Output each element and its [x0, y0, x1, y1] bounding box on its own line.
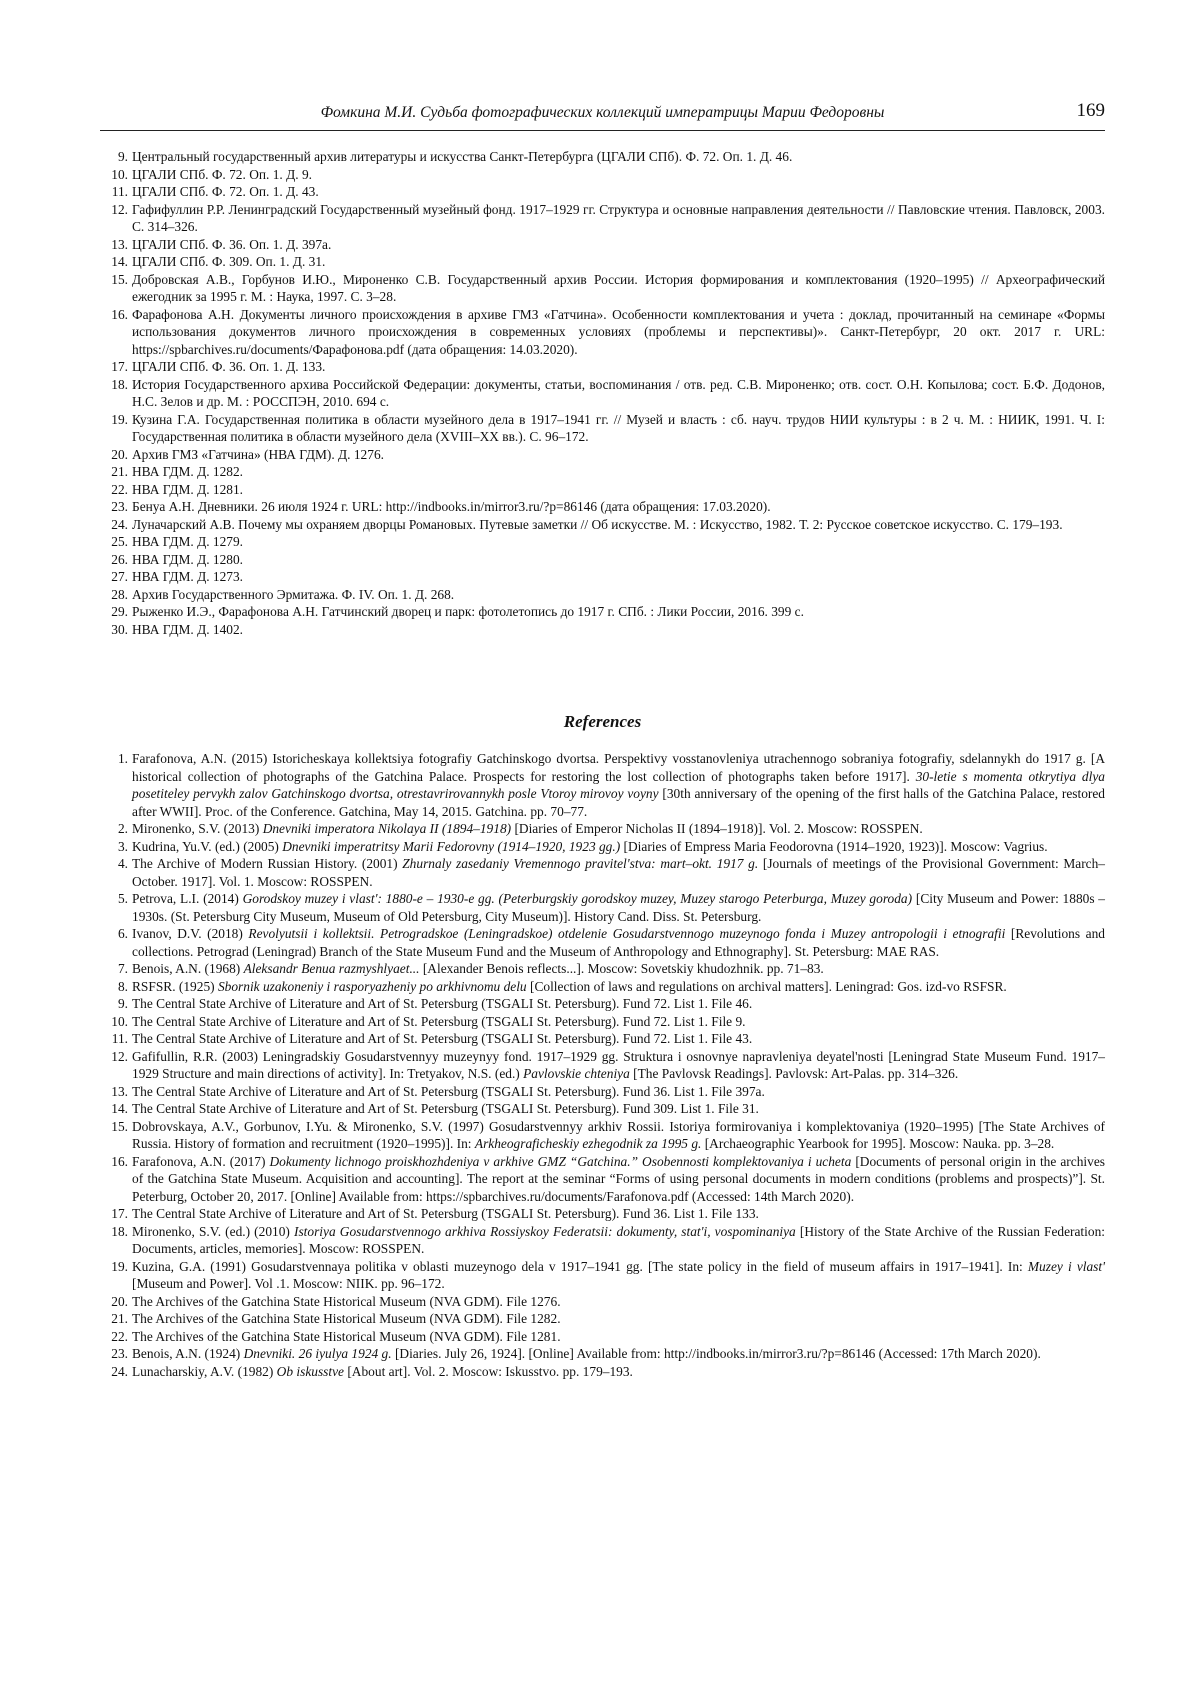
reference-number: 12. — [111, 1048, 128, 1064]
reference-item — [100, 1345, 1105, 1363]
reference-text: ЦГАЛИ СПб. Ф. 72. Оп. 1. Д. 9. — [132, 166, 312, 182]
reference-text: The Central State Archive of Literature and Art of St. Petersburg (TSGALI St. Petersburg). Fund 36. List 1. File 133. — [132, 1206, 759, 1221]
reference-number: 5. — [117, 891, 128, 906]
note-item — [100, 603, 1105, 621]
reference-text: НВА ГДМ. Д. 1402. — [132, 621, 244, 637]
reference-item — [100, 1048, 1105, 1083]
reference-text: Рыженко И.Э., Фарафонова А.Н. Гатчинский дворец и парк: фотолетопись до 1917 г. СПб. : Лики России, 2016. 399 с. — [132, 604, 804, 619]
reference-text: История Государственного архива Российской Федерации: документы, статьи, воспоминания / отв. ред. С.В. Мироненко; отв. сост. О.Н. Копылова; сост. Б.Ф. Додонов, Н.С. Зелов и др. М. : РОССПЭН, 2010. 694 с. — [132, 376, 1105, 409]
reference-text: [Diaries of Empress Maria Feodorovna (1914–1920, 1923)]. Moscow: Vagrius. — [620, 838, 1048, 854]
reference-number: 29. — [111, 604, 128, 619]
note-item — [100, 306, 1105, 359]
reference-item — [100, 1118, 1105, 1153]
reference-text: [30th anniversary of the opening of the first halls of the Gatchina Palace, restored after WWII]. Proc. of the Conference. Gatchina, May 14, 2015. Gatchina. pp. 70–77. — [132, 786, 1105, 819]
reference-number: 7. — [117, 961, 128, 976]
note-item — [100, 533, 1105, 551]
reference-number: 21. — [111, 464, 128, 479]
reference-number: 9. — [117, 996, 128, 1011]
reference-text: НВА ГДМ. Д. 1281. — [132, 481, 244, 497]
reference-italic-title: 30-letie s momenta otkrytiya dlya posetiteley pervykh zalov Gatchinskogo dvortsa, otrestavrirovannykh posle Vtoroy mirovoy voyny — [132, 768, 1105, 801]
reference-item — [100, 1205, 1105, 1223]
reference-text: Gafifullin, R.R. (2003) Leningradskiy Gosudarstvennyy muzeynyy fond. 1917–1929 gg. Struktura i osnovnye napravleniya deyatel'nosti [Leningrad State Museum Fund. 1917–1929 Structure and main directions of activity]. In: Tretyakov, N.S. (ed.) — [132, 1048, 1105, 1081]
reference-text: Kuzina, G.A. (1991) Gosudarstvennaya politika v oblasti muzeynogo dela v 1917–1941 gg. [The state policy in the field of museum affairs in 1917–1941]. In: — [132, 1258, 1028, 1274]
reference-text: The Archives of the Gatchina State Historical Museum (NVA GDM). File 1276. — [132, 1293, 561, 1309]
reference-number: 21. — [111, 1311, 128, 1326]
reference-number: 16. — [111, 1153, 128, 1169]
reference-number: 25. — [111, 534, 128, 549]
reference-text: Benois, A.N. (1924) — [132, 1346, 244, 1361]
reference-text: [Journals of meetings of the Provisional Government: March–October. 1917]. Vol. 1. Moscow: ROSSPEN. — [132, 856, 1106, 889]
reference-number: 15. — [111, 1118, 128, 1134]
reference-number: 18. — [111, 376, 128, 392]
reference-text: The Central State Archive of Literature and Art of St. Petersburg (TSGALI St. Petersburg). Fund 309. List 1. File 31. — [132, 1101, 759, 1116]
reference-item — [100, 1328, 1105, 1346]
reference-text: [Diaries of Emperor Nicholas II (1894–1918)]. Vol. 2. Moscow: ROSSPEN. — [511, 821, 923, 836]
reference-number: 3. — [117, 838, 128, 854]
reference-item — [100, 1223, 1105, 1258]
reference-italic-title: Ob iskusstve — [276, 1363, 344, 1379]
reference-italic-title: Dokumenty lichnogo proiskhozhdeniya v arkhive GMZ “Gatchina.” Osobennosti komplektovaniya i ucheta — [269, 1153, 852, 1169]
reference-text: НВА ГДМ. Д. 1273. — [132, 569, 244, 584]
reference-number: 23. — [111, 499, 128, 514]
reference-text: [Documents of personal origin in the archives of the Gatchina State Museum. Acquisition and accounting]. The report at the seminar “Forms of using personal documents in modern conditions (problems and prospects)”]. St. Peterburg, October 20, 2017. [Online] Available from: https://spbarchives.ru/documents/Farafonova.pdf (Accessed: 14th March 2020). — [132, 1153, 1105, 1204]
reference-text: НВА ГДМ. Д. 1279. — [132, 534, 244, 549]
note-item — [100, 481, 1105, 499]
note-item — [100, 411, 1105, 446]
reference-item — [100, 820, 1105, 838]
reference-number: 24. — [111, 1363, 128, 1379]
note-item — [100, 201, 1105, 236]
reference-number: 2. — [117, 821, 128, 836]
reference-text: [City Museum and Power: 1880s – 1930s. (St. Petersburg City Museum, Museum of Old Petersburg, City Museum)]. History Cand. Diss. St. Petersburg. — [132, 891, 1106, 924]
note-item — [100, 271, 1105, 306]
reference-text: Lunacharskiy, A.V. (1982) — [132, 1363, 277, 1379]
note-item — [100, 586, 1105, 604]
reference-number: 4. — [117, 856, 128, 871]
note-item — [100, 236, 1105, 254]
reference-italic-title: Zhurnaly zasedaniy Vremennogo pravitel'stva: mart–okt. 1917 g. — [402, 856, 759, 871]
reference-text: The Central State Archive of Literature and Art of St. Petersburg (TSGALI St. Petersburg). Fund 72. List 1. File 9. — [132, 1013, 746, 1029]
reference-text: Benois, A.N. (1968) — [132, 961, 244, 976]
reference-text: Бенуа А.Н. Дневники. 26 июля 1924 г. URL: http://indbooks.in/mirror3.ru/?p=86146 (дата обращения: 17.03.2020). — [132, 499, 771, 514]
note-item — [100, 183, 1105, 201]
reference-text: ЦГАЛИ СПб. Ф. 72. Оп. 1. Д. 43. — [132, 184, 319, 199]
reference-number: 13. — [111, 236, 128, 252]
reference-item — [100, 1083, 1105, 1101]
reference-number: 13. — [111, 1083, 128, 1099]
reference-number: 14. — [111, 1101, 128, 1116]
reference-text: Mironenko, S.V. (ed.) (2010) — [132, 1223, 294, 1239]
running-header — [100, 100, 1105, 131]
reference-number: 23. — [111, 1346, 128, 1361]
reference-text: The Archives of the Gatchina State Historical Museum (NVA GDM). File 1282. — [132, 1311, 561, 1326]
reference-number: 1. — [117, 751, 128, 766]
reference-text: The Central State Archive of Literature and Art of St. Petersburg (TSGALI St. Petersburg). Fund 72. List 1. File 46. — [132, 996, 753, 1011]
reference-italic-title: Gorodskoy muzey i vlast': 1880-e – 1930-e gg. (Peterburgskiy gorodskoy muzey, Muzey starogo Peterburga, Muzey goroda) — [242, 891, 913, 906]
reference-number: 12. — [111, 201, 128, 217]
reference-text: Dobrovskaya, A.V., Gorbunov, I.Yu. & Mironenko, S.V. (1997) Gosudarstvennyy arkhiv Rossii. Istoriya formirovaniya i komplektovaniya (1920–1995) [The State Archives of Russia. History of formation and recruitment (1920–1995)]. In: — [132, 1118, 1105, 1151]
reference-text: Mironenko, S.V. (2013) — [132, 821, 263, 836]
reference-number: 6. — [117, 926, 128, 941]
reference-text: [History of the State Archive of the Russian Federation: Documents, articles, memories]. Moscow: ROSSPEN. — [132, 1223, 1105, 1256]
reference-number: 10. — [111, 166, 128, 182]
reference-text: Farafonova, A.N. (2015) Istoricheskaya kollektsiya fotografiy Gatchinskogo dvortsa. Perspektivy vosstanovleniya utrachennogo sobraniya fotografiy, sdelannykh do 1917 g. [A historical collection of photographs of the Gatchina Palace. Prospects for restoring the lost collection of photographs taken before 1917]. — [132, 751, 1105, 784]
reference-number: 10. — [111, 1013, 128, 1029]
reference-number: 17. — [111, 1206, 128, 1221]
reference-number: 9. — [117, 149, 128, 164]
reference-number: 15. — [111, 271, 128, 287]
reference-text: [Revolutions and collections. Petrograd (Leningrad) Branch of the State Museum Fund and the Museum of Anthropology and Ethnography]. St. Petersburg: MAE RAS. — [132, 926, 1105, 959]
note-item — [100, 376, 1105, 411]
reference-item — [100, 838, 1105, 856]
note-item — [100, 358, 1105, 376]
reference-number: 18. — [111, 1223, 128, 1239]
references-heading: References — [563, 712, 642, 731]
reference-text: НВА ГДМ. Д. 1282. — [132, 464, 244, 479]
note-item — [100, 551, 1105, 569]
reference-number: 26. — [111, 551, 128, 567]
reference-text: Архив Государственного Эрмитажа. Ф. IV. Оп. 1. Д. 268. — [132, 586, 455, 602]
reference-text: The Archive of Modern Russian History. (2001) — [132, 856, 403, 871]
reference-number: 22. — [111, 481, 128, 497]
reference-item — [100, 925, 1105, 960]
reference-item — [100, 1030, 1105, 1048]
reference-number: 19. — [111, 1258, 128, 1274]
reference-text: Кузина Г.А. Государственная политика в области музейного дела в 1917–1941 гг. // Музей и власть : сб. науч. трудов НИИ культуры : в 2 ч. М. : НИИК, 1991. Ч. I: Государственная политика в области музейного дела (XVIII–XX вв.). С. 96–172. — [132, 411, 1105, 444]
reference-text: [Collection of laws and regulations on archival matters]. Leningrad: Gos. izd-vo RSFSR. — [526, 978, 1007, 994]
reference-number: 11. — [111, 1031, 128, 1046]
notes-list-russian — [100, 148, 1105, 638]
reference-number: 22. — [111, 1328, 128, 1344]
reference-text: [The Pavlovsk Readings]. Pavlovsk: Art-Palas. pp. 314–326. — [629, 1066, 959, 1081]
reference-italic-title: Revolyutsii i kollektsii. Petrogradskoe (Leningradskoe) otdelenie Gosudarstvennogo muzeynogo fonda i Muzey antropologii i etnografii — [248, 926, 1006, 941]
reference-text: RSFSR. (1925) — [132, 978, 218, 994]
reference-number: 30. — [111, 621, 128, 637]
reference-italic-title: Dnevniki imperatora Nikolaya II (1894–1918) — [262, 821, 512, 836]
reference-text: [Archaeographic Yearbook for 1995]. Moscow: Nauka. pp. 3–28. — [701, 1136, 1055, 1151]
reference-item — [100, 855, 1105, 890]
reference-italic-title: Arkheograficheskiy ezhegodnik za 1995 g. — [474, 1136, 702, 1151]
reference-text: Petrova, L.I. (2014) — [132, 891, 243, 906]
reference-text: The Central State Archive of Literature and Art of St. Petersburg (TSGALI St. Petersburg). Fund 72. List 1. File 43. — [132, 1031, 753, 1046]
reference-item — [100, 960, 1105, 978]
running-title: Фомкина М.И. Судьба фотографических коллекций императрицы Марии Федоровны — [320, 104, 885, 121]
reference-italic-title: Aleksandr Benua razmyshlyaet... — [243, 961, 420, 976]
reference-italic-title: Dnevniki. 26 iyulya 1924 g. — [243, 1346, 392, 1361]
reference-item — [100, 1153, 1105, 1206]
note-item — [100, 516, 1105, 534]
reference-italic-title: Muzey i vlast' — [1027, 1258, 1105, 1274]
reference-text: Ivanov, D.V. (2018) — [132, 926, 249, 941]
reference-text: Гафифуллин Р.Р. Ленинградский Государственный музейный фонд. 1917–1929 гг. Структура и основные направления деятельности // Павловские чтения. Павловск, 2003. С. 314–326. — [132, 201, 1105, 234]
reference-number: 27. — [111, 569, 128, 584]
reference-item — [100, 1013, 1105, 1031]
reference-item — [100, 750, 1105, 820]
note-item — [100, 253, 1105, 271]
reference-item — [100, 1363, 1105, 1381]
note-item — [100, 166, 1105, 184]
reference-text: [Alexander Benois reflects...]. Moscow: Sovetskiy khudozhnik. pp. 71–83. — [419, 961, 824, 976]
reference-item — [100, 890, 1105, 925]
reference-number: 17. — [111, 359, 128, 374]
reference-number: 8. — [117, 978, 128, 994]
reference-text: Фарафонова А.Н. Документы личного происхождения в архиве ГМЗ «Гатчина». Особенности комплектования и учета : доклад, прочитанный на семинаре «Формы использования документов личного происхождения в современных условиях (проблемы и перспективы)». Санкт-Петербург, 20 окт. 2017 г. URL: https://spbarchives.ru/documents/Фарафонова.pdf (дата обращения: 14.03.2020). — [132, 306, 1105, 357]
reference-italic-title: Istoriya Gosudarstvennogo arkhiva Rossiyskoy Federatsii: dokumenty, stat'i, vospominaniya — [294, 1223, 796, 1239]
reference-number: 24. — [111, 516, 128, 532]
reference-italic-title: Pavlovskie chteniya — [523, 1066, 630, 1081]
reference-item — [100, 1100, 1105, 1118]
references-list-english — [100, 750, 1105, 1380]
reference-text: ЦГАЛИ СПб. Ф. 36. Оп. 1. Д. 133. — [132, 359, 326, 374]
reference-item — [100, 1310, 1105, 1328]
note-item — [100, 568, 1105, 586]
reference-text: НВА ГДМ. Д. 1280. — [132, 551, 244, 567]
reference-italic-title: Sbornik uzakoneniy i rasporyazheniy po arkhivnomu delu — [217, 978, 527, 994]
reference-number: 16. — [111, 306, 128, 322]
reference-text: ЦГАЛИ СПб. Ф. 309. Оп. 1. Д. 31. — [132, 254, 326, 269]
reference-text: Центральный государственный архив литературы и искусства Санкт-Петербурга (ЦГАЛИ СПб). Ф. 72. Оп. 1. Д. 46. — [132, 149, 793, 164]
reference-text: Луначарский А.В. Почему мы охраняем дворцы Романовых. Путевые заметки // Об искусстве. М. : Искусство, 1982. Т. 2: Русское советское искусство. С. 179–193. — [132, 516, 1063, 532]
reference-number: 14. — [111, 254, 128, 269]
reference-text: ЦГАЛИ СПб. Ф. 36. Оп. 1. Д. 397а. — [132, 236, 332, 252]
reference-item — [100, 1293, 1105, 1311]
note-item — [100, 463, 1105, 481]
reference-text: Добровская А.В., Горбунов И.Ю., Мироненко С.В. Государственный архив России. История формирования и комплектования (1920–1995) // Археографический ежегодник за 1995 г. М. : Наука, 1997. С. 3–28. — [132, 271, 1105, 304]
note-item — [100, 148, 1105, 166]
reference-item — [100, 1258, 1105, 1293]
reference-text: Kudrina, Yu.V. (ed.) (2005) — [132, 838, 283, 854]
reference-text: Архив ГМЗ «Гатчина» (НВА ГДМ). Д. 1276. — [132, 446, 384, 462]
reference-text: [Museum and Power]. Vol .1. Moscow: NIIK. pp. 96–172. — [132, 1276, 445, 1291]
reference-number: 19. — [111, 411, 128, 427]
reference-italic-title: Dnevniki imperatritsy Marii Fedorovny (1914–1920, 1923 gg.) — [282, 838, 621, 854]
note-item — [100, 446, 1105, 464]
reference-number: 20. — [111, 1293, 128, 1309]
reference-number: 11. — [111, 184, 128, 199]
page-number: 169 — [1076, 100, 1105, 121]
note-item — [100, 621, 1105, 639]
reference-item — [100, 978, 1105, 996]
reference-item — [100, 995, 1105, 1013]
reference-text: [About art]. Vol. 2. Moscow: Iskusstvo. pp. 179–193. — [344, 1363, 633, 1379]
reference-number: 20. — [111, 446, 128, 462]
reference-number: 28. — [111, 586, 128, 602]
reference-text: The Central State Archive of Literature and Art of St. Petersburg (TSGALI St. Petersburg). Fund 36. List 1. File 397a. — [132, 1083, 765, 1099]
reference-text: [Diaries. July 26, 1924]. [Online] Available from: http://indbooks.in/mirror3.ru/?p=86146 (Accessed: 17th March 2020). — [391, 1346, 1041, 1361]
reference-text: Farafonova, A.N. (2017) — [132, 1153, 270, 1169]
note-item — [100, 498, 1105, 516]
reference-text: The Archives of the Gatchina State Historical Museum (NVA GDM). File 1281. — [132, 1328, 561, 1344]
